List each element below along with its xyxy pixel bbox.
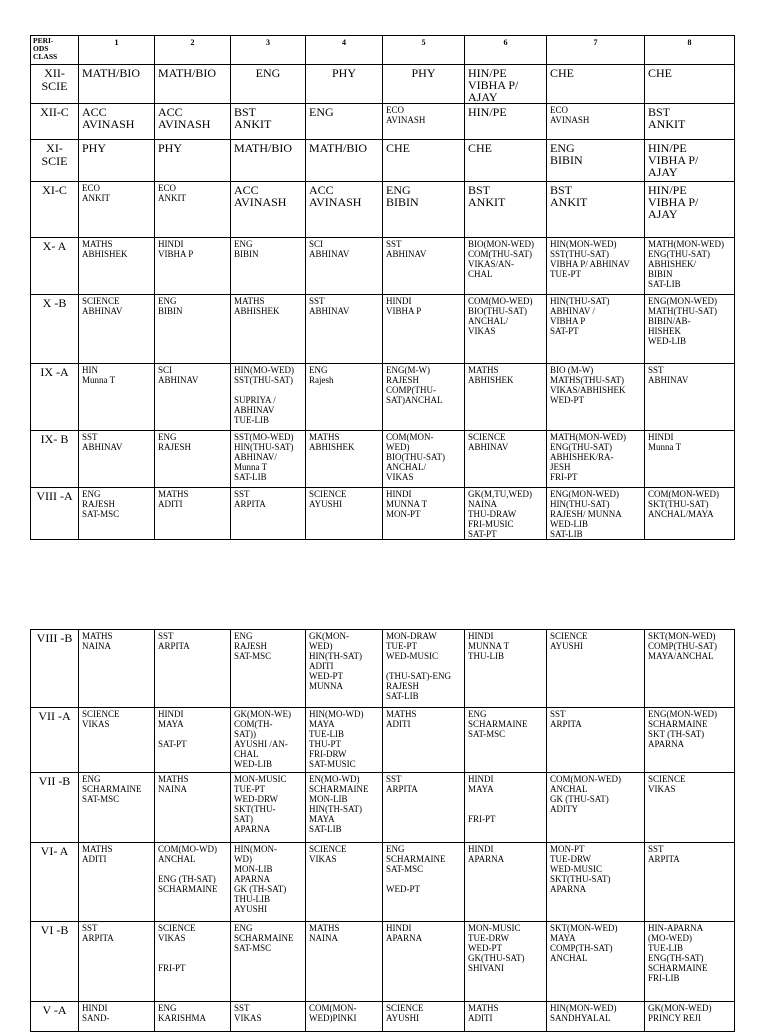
period-cell: HIN(MON-WED) SST(THU-SAT) VIBHA P/ ABHINAV TUE-PT: [547, 238, 645, 295]
class-label: VII -B: [31, 773, 79, 843]
period-header: 2: [155, 36, 231, 65]
period-cell: COM(MO-WD) ANCHAL ENG (TH-SAT) SCHARMAINE: [155, 843, 231, 922]
period-cell: MATHS NAINA: [155, 773, 231, 843]
period-cell: BST ANKIT: [547, 182, 645, 238]
period-cell: HINDI MUNNA T MON-PT: [383, 488, 465, 540]
class-label: VIII -B: [31, 630, 79, 708]
period-cell: ENG BIBIN: [547, 140, 645, 182]
period-cell: PHY: [306, 65, 383, 104]
period-cell: MON-DRAW TUE-PT WED-MUSIC (THU-SAT)-ENG RAJESH SAT-LIB: [383, 630, 465, 708]
class-label: XII-C: [31, 104, 79, 140]
period-cell: BST ANKIT: [231, 104, 306, 140]
table-row: [31, 238, 735, 295]
period-cell: SCIENCE AYUSHI: [547, 630, 645, 708]
table-row: [31, 708, 735, 773]
period-cell: HIN Munna T: [79, 364, 155, 431]
period-cell: BST ANKIT: [465, 182, 547, 238]
period-cell: ENG: [231, 65, 306, 104]
table-row: [31, 922, 735, 1002]
period-cell: ENG: [306, 104, 383, 140]
period-cell: ECO AVINASH: [383, 104, 465, 140]
period-cell: ACC AVINASH: [306, 182, 383, 238]
period-cell: SCI ABHINAV: [306, 238, 383, 295]
period-cell: COM(MO-WED) BIO(THU-SAT) ANCHAL/ VIKAS: [465, 295, 547, 364]
table-row: [31, 364, 735, 431]
period-cell: HIN(THU-SAT) ABHINAV / VIBHA P SAT-PT: [547, 295, 645, 364]
period-cell: ENG KARISHMA: [155, 1002, 231, 1032]
period-cell: COM(MON- WED)PINKI: [306, 1002, 383, 1032]
period-cell: HINDI SAND-: [79, 1002, 155, 1032]
period-cell: MATHS NAINA: [79, 630, 155, 708]
period-cell: HIN-APARNA (MO-WED) TUE-LIB ENG(TH-SAT) SCHARMAINE FRI-LIB: [645, 922, 735, 1002]
period-cell: ENG(MON-WED) SCHARMAINE SKT (TH-SAT) APARNA: [645, 708, 735, 773]
period-cell: ENG SCHARMAINE SAT-MSC: [79, 773, 155, 843]
class-label: IX -A: [31, 364, 79, 431]
period-cell: SCI ABHINAV: [155, 364, 231, 431]
period-cell: MON-MUSIC TUE-PT WED-DRW SKT(THU- SAT) APARNA: [231, 773, 306, 843]
period-cell: SST ARPITA: [645, 843, 735, 922]
period-cell: SCIENCE ABHINAV: [79, 295, 155, 364]
period-cell: MATH(MON-WED) ENG(THU-SAT) ABHISHEK/RA- JESH FRI-PT: [547, 431, 645, 488]
period-cell: ENG RAJESH SAT-MSC: [79, 488, 155, 540]
period-cell: ENG(MON-WED) HIN(THU-SAT) RAJESH/ MUNNA WED-LIB SAT-LIB: [547, 488, 645, 540]
period-cell: SST ARPITA: [547, 708, 645, 773]
period-cell: SCIENCE VIKAS: [645, 773, 735, 843]
period-cell: SST ABHINAV: [645, 364, 735, 431]
class-label: VIII -A: [31, 488, 79, 540]
class-label: VI -B: [31, 922, 79, 1002]
period-cell: MATHS ABHISHEK: [306, 431, 383, 488]
period-cell: COM(MON- WED) BIO(THU-SAT) ANCHAL/ VIKAS: [383, 431, 465, 488]
period-cell: SCIENCE ABHINAV: [465, 431, 547, 488]
period-header: 8: [645, 36, 735, 65]
period-cell: SST ABHINAV: [306, 295, 383, 364]
class-label: IX- B: [31, 431, 79, 488]
period-cell: SST ARPITA: [383, 773, 465, 843]
period-cell: ACC AVINASH: [79, 104, 155, 140]
period-cell: SST ABHINAV: [383, 238, 465, 295]
period-cell: GK(MON-WE) COM(TH- SAT)) AYUSHI /AN- CHAL WED-LIB: [231, 708, 306, 773]
period-cell: HINDI APARNA: [383, 922, 465, 1002]
period-cell: CHE: [465, 140, 547, 182]
period-cell: PHY: [79, 140, 155, 182]
table-row: [31, 295, 735, 364]
period-cell: ECO ANKIT: [155, 182, 231, 238]
period-cell: MATHS NAINA: [306, 922, 383, 1002]
period-cell: SST ARPITA: [155, 630, 231, 708]
table-row: [31, 431, 735, 488]
class-label: VI- A: [31, 843, 79, 922]
period-cell: SKT(MON-WED) COMP(THU-SAT) MAYA/ANCHAL: [645, 630, 735, 708]
period-cell: MATHS ADITI: [79, 843, 155, 922]
period-cell: HIN/PE: [465, 104, 547, 140]
period-cell: CHE: [645, 65, 735, 104]
period-cell: HIN(MO-WD) MAYA TUE-LIB THU-PT FRI-DRW SAT-MUSIC: [306, 708, 383, 773]
table-row: [31, 630, 735, 708]
class-label: XI-C: [31, 182, 79, 238]
period-cell: MATHS ABHISHEK: [465, 364, 547, 431]
period-cell: MATHS ABHISHEK: [79, 238, 155, 295]
period-cell: GK(MON- WED) HIN(TH-SAT) ADITI WED-PT MUNNA: [306, 630, 383, 708]
class-label: X -B: [31, 295, 79, 364]
period-cell: MATHS ABHISHEK: [231, 295, 306, 364]
period-header: 1: [79, 36, 155, 65]
period-cell: SCIENCE VIKAS: [306, 843, 383, 922]
period-cell: HINDI APARNA: [465, 843, 547, 922]
period-cell: ENG BIBIN: [231, 238, 306, 295]
table-row: [31, 140, 735, 182]
period-cell: CHE: [547, 65, 645, 104]
period-cell: MATH/BIO: [155, 65, 231, 104]
corner-label: PERI- ODS CLASS: [31, 36, 79, 65]
period-cell: GK(M,TU,WED) NAINA THU-DRAW FRI-MUSIC SAT-PT: [465, 488, 547, 540]
class-label: V -A: [31, 1002, 79, 1032]
period-cell: ENG SCHARMAINE SAT-MSC: [465, 708, 547, 773]
header-row: [31, 36, 735, 65]
period-cell: HINDI MAYA FRI-PT: [465, 773, 547, 843]
class-label: XI- SCIE: [31, 140, 79, 182]
period-cell: MATHS ADITI: [155, 488, 231, 540]
table-row: [31, 843, 735, 922]
timetable-lower: [30, 629, 735, 1032]
period-cell: HINDI VIBHA P: [383, 295, 465, 364]
period-cell: HINDI MUNNA T THU-LIB: [465, 630, 547, 708]
period-cell: SST ARPITA: [231, 488, 306, 540]
period-cell: COM(MON-WED) SKT(THU-SAT) ANCHAL/MAYA: [645, 488, 735, 540]
class-label: VII -A: [31, 708, 79, 773]
period-cell: HINDI Munna T: [645, 431, 735, 488]
table-row: [31, 488, 735, 540]
period-cell: COM(MON-WED) ANCHAL GK (THU-SAT) ADITY: [547, 773, 645, 843]
period-cell: ECO AVINASH: [547, 104, 645, 140]
period-cell: MATH/BIO: [306, 140, 383, 182]
period-cell: HINDI VIBHA P: [155, 238, 231, 295]
period-cell: SCIENCE AYUSHI: [306, 488, 383, 540]
period-cell: MATH(MON-WED) ENG(THU-SAT) ABHISHEK/ BIBIN SAT-LIB: [645, 238, 735, 295]
period-cell: MON-MUSIC TUE-DRW WED-PT GK(THU-SAT) SHIVANI: [465, 922, 547, 1002]
period-cell: HIN/PE VIBHA P/ AJAY: [465, 65, 547, 104]
period-cell: MON-PT TUE-DRW WED-MUSIC SKT(THU-SAT) APARNA: [547, 843, 645, 922]
period-cell: ACC AVINASH: [231, 182, 306, 238]
table-row: [31, 104, 735, 140]
period-cell: SCIENCE VIKAS FRI-PT: [155, 922, 231, 1002]
period-cell: HIN(MON- WD) MON-LIB APARNA GK (TH-SAT) THU-LIB AYUSHI: [231, 843, 306, 922]
period-cell: ENG BIBIN: [155, 295, 231, 364]
period-header: 6: [465, 36, 547, 65]
period-cell: ENG RAJESH SAT-MSC: [231, 630, 306, 708]
table-row: [31, 773, 735, 843]
period-header: 3: [231, 36, 306, 65]
period-cell: SST ABHINAV: [79, 431, 155, 488]
period-header: 4: [306, 36, 383, 65]
period-cell: GK(MON-WED) PRINCY REJI: [645, 1002, 735, 1032]
period-cell: HIN(MO-WED) SST(THU-SAT) SUPRIYA / ABHINAV TUE-LIB: [231, 364, 306, 431]
table-row: [31, 65, 735, 104]
period-cell: ENG(M-W) RAJESH COMP(THU- SAT)ANCHAL: [383, 364, 465, 431]
period-cell: ACC AVINASH: [155, 104, 231, 140]
table-row: [31, 182, 735, 238]
period-cell: PHY: [383, 65, 465, 104]
period-cell: ENG(MON-WED) MATH(THU-SAT) BIBIN/AB- HISHEK WED-LIB: [645, 295, 735, 364]
period-cell: HIN/PE VIBHA P/ AJAY: [645, 140, 735, 182]
class-label: XII- SCIE: [31, 65, 79, 104]
period-cell: EN(MO-WD) SCHARMAINE MON-LIB HIN(TH-SAT) MAYA SAT-LIB: [306, 773, 383, 843]
period-cell: MATHS ADITI: [465, 1002, 547, 1032]
period-cell: MATH/BIO: [231, 140, 306, 182]
period-cell: SKT(MON-WED) MAYA COMP(TH-SAT) ANCHAL: [547, 922, 645, 1002]
period-cell: PHY: [155, 140, 231, 182]
period-cell: ENG SCHARMAINE SAT-MSC: [231, 922, 306, 1002]
period-cell: CHE: [383, 140, 465, 182]
period-cell: BIO(MON-WED) COM(THU-SAT) VIKAS/AN- CHAL: [465, 238, 547, 295]
period-cell: ECO ANKIT: [79, 182, 155, 238]
period-cell: ENG Rajesh: [306, 364, 383, 431]
period-cell: SCIENCE AYUSHI: [383, 1002, 465, 1032]
timetable-upper: [30, 35, 735, 540]
class-label: X- A: [31, 238, 79, 295]
period-cell: MATH/BIO: [79, 65, 155, 104]
period-cell: ENG RAJESH: [155, 431, 231, 488]
period-cell: SST(MO-WED) HIN(THU-SAT) ABHINAV/ Munna T SAT-LIB: [231, 431, 306, 488]
period-cell: HIN(MON-WED) SANDHYALAL: [547, 1002, 645, 1032]
period-cell: BST ANKIT: [645, 104, 735, 140]
period-cell: ENG SCHARMAINE SAT-MSC WED-PT: [383, 843, 465, 922]
period-cell: HINDI MAYA SAT-PT: [155, 708, 231, 773]
period-header: 5: [383, 36, 465, 65]
period-cell: HIN/PE VIBHA P/ AJAY: [645, 182, 735, 238]
period-cell: ENG BIBIN: [383, 182, 465, 238]
period-cell: BIO (M-W) MATHS(THU-SAT) VIKAS/ABHISHEK WED-PT: [547, 364, 645, 431]
period-cell: MATHS ADITI: [383, 708, 465, 773]
table-row: [31, 1002, 735, 1032]
period-cell: SST VIKAS: [231, 1002, 306, 1032]
period-cell: SCIENCE VIKAS: [79, 708, 155, 773]
period-cell: SST ARPITA: [79, 922, 155, 1002]
period-header: 7: [547, 36, 645, 65]
